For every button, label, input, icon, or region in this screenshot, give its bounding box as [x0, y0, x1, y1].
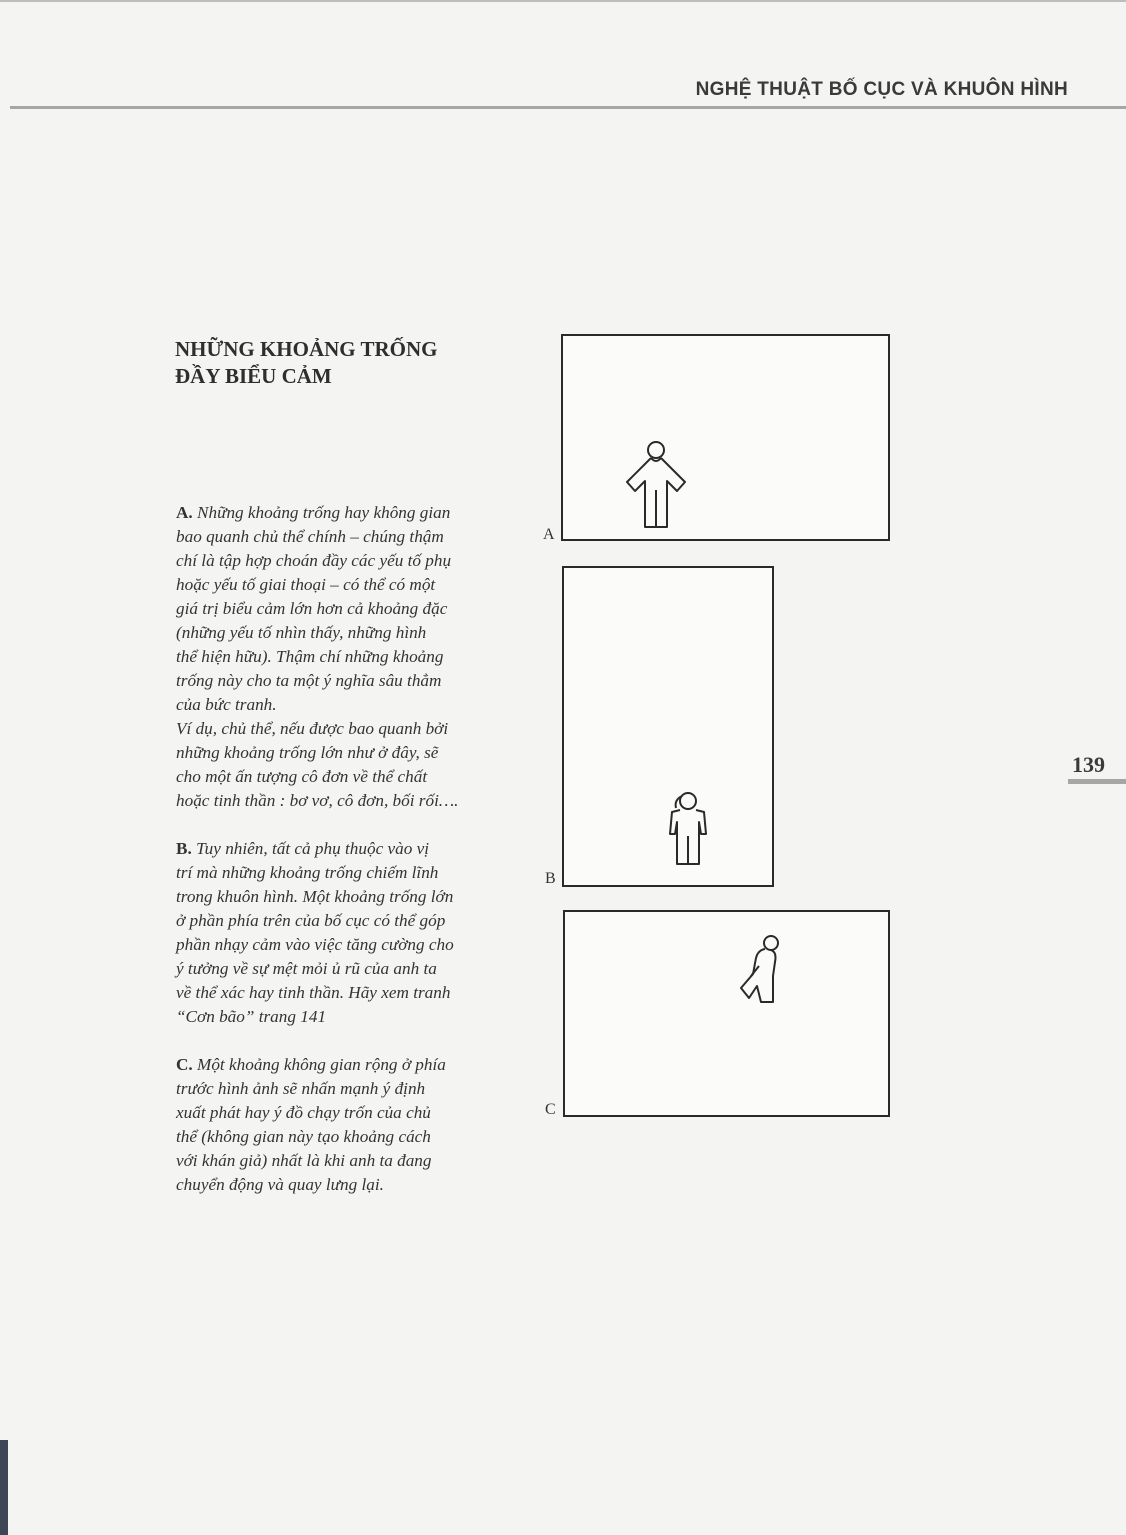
paragraph-line: Ví dụ, chủ thể, nếu được bao quanh bởi [176, 719, 449, 738]
paragraph-line: trong khuôn hình. Một khoảng trống lớn [176, 887, 454, 906]
paragraph-line: trống này cho ta một ý nghĩa sâu thẳm [176, 671, 442, 690]
paragraph-line: những khoảng trống lớn như ở đây, sẽ [176, 743, 439, 762]
paragraph-line: xuất phát hay ý đồ chạy trốn của chủ [176, 1103, 431, 1122]
paragraph-line: thể (không gian này tạo khoảng cách [176, 1127, 431, 1146]
slumped-figure-icon [666, 790, 716, 870]
paragraph-line: cho một ấn tượng cô đơn về thể chất [176, 767, 428, 786]
paragraph-line: về thể xác hay tinh thần. Hãy xem tranh [176, 983, 451, 1002]
paragraph-line: C. Một khoảng không gian rộng ở phía [176, 1055, 446, 1074]
section-title-line-2: ĐẦY BIỂU CẢM [175, 364, 332, 388]
figure-label-b: B [545, 870, 556, 887]
page-binding-edge [0, 1440, 8, 1535]
paragraph-a [176, 501, 521, 813]
paragraph-line: ý tưởng về sự mệt mỏi ủ rũ của anh ta [176, 959, 437, 978]
paragraph-line: (những yếu tố nhìn thấy, những hình [176, 623, 427, 642]
paragraph-line: “Cơn bão” trang 141 [176, 1007, 327, 1026]
paragraph-line: ở phần phía trên của bố cục có thể góp [176, 911, 446, 930]
figure-c-frame [563, 910, 890, 1117]
paragraph-letter-b: B. [176, 839, 192, 858]
top-rule [0, 0, 1126, 2]
paragraph-line: trí mà những khoảng trống chiếm lĩnh [176, 863, 439, 882]
paragraph-line: trước hình ảnh sẽ nhấn mạnh ý định [176, 1079, 426, 1098]
paragraph-line: hoặc yếu tố giai thoại – có thể có một [176, 575, 436, 594]
paragraph-line: với khán giả) nhất là khi anh ta đang [176, 1151, 432, 1170]
figure-b-frame [562, 566, 774, 887]
paragraph-line: chí là tập hợp choán đầy các yếu tố phụ [176, 551, 452, 570]
figure-a-frame [561, 334, 890, 541]
section-title-line-1: NHỮNG KHOẢNG TRỐNG [175, 337, 438, 361]
paragraph-line: hoặc tinh thần : bơ vơ, cô đơn, bối rối…. [176, 791, 459, 810]
paragraph-line: thể hiện hữu). Thậm chí những khoảng [176, 647, 444, 666]
page-number: 139 [1072, 752, 1105, 777]
running-title: NGHỆ THUẬT BỐ CỤC VÀ KHUÔN HÌNH [695, 79, 1068, 100]
figure-label-a: A [543, 526, 555, 543]
paragraph-letter-a: A. [176, 503, 193, 522]
body-text [176, 501, 521, 1197]
header-divider [10, 106, 1126, 109]
paragraph-line: chuyển động và quay lưng lại. [176, 1175, 384, 1194]
paragraph-line: A. Những khoảng trống hay không gian [176, 503, 451, 522]
paragraph-line: giá trị biểu cảm lớn hơn cả khoảng đặc [176, 599, 448, 618]
standing-figure-icon [623, 438, 691, 533]
paragraph-line: bao quanh chủ thể chính – chúng thậm [176, 527, 444, 546]
paragraph-line: phần nhạy cảm vào việc tăng cường cho [176, 935, 454, 954]
paragraph-line: B. Tuy nhiên, tất cả phụ thuộc vào vị [176, 839, 430, 858]
paragraph-line: của bức tranh. [176, 695, 277, 714]
paragraph-letter-c: C. [176, 1055, 193, 1074]
figure-label-c: C [545, 1101, 556, 1118]
page-number-tab [1068, 779, 1126, 784]
paragraph-b [176, 837, 521, 1029]
paragraph-c [176, 1053, 521, 1197]
walking-away-figure-icon [735, 932, 787, 1008]
section-title [175, 336, 505, 390]
